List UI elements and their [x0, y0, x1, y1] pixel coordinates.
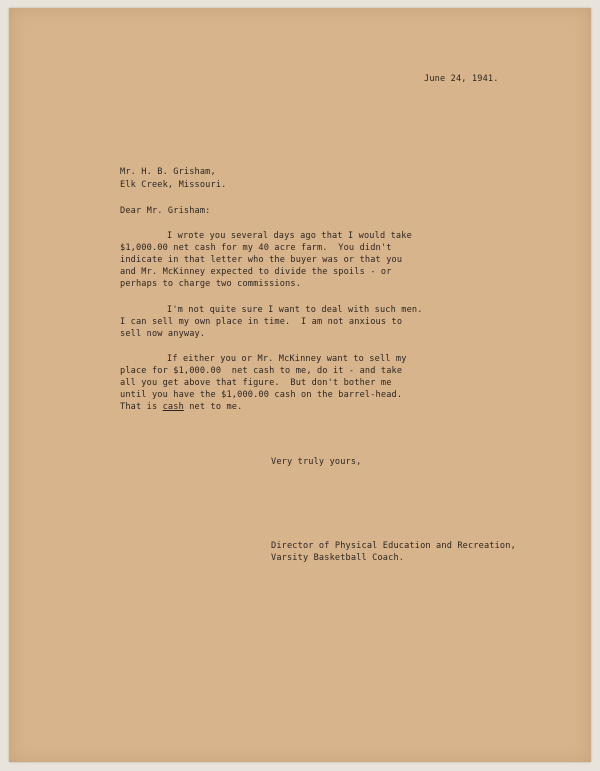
body-line: perhaps to charge two commissions.: [120, 279, 302, 289]
body-line: I can sell my own place in time. I am not anxious to: [120, 317, 403, 327]
body-line: until you have the $1,000.00 cash on the barrel-head.: [120, 390, 403, 400]
body-line: all you get above that figure. But don't bother me: [120, 378, 392, 388]
body-line: I'm not quite sure I want to deal with such men.: [167, 305, 423, 315]
body-line: sell now anyway.: [120, 329, 206, 339]
body-line: and Mr. McKinney expected to divide the spoils - or: [120, 267, 392, 277]
body-line: place for $1,000.00 net cash to me, do it - and take: [120, 366, 403, 376]
body-line: indicate in that letter who the buyer was or that you: [120, 255, 403, 265]
body-line: If either you or Mr. McKinney want to sell my: [167, 354, 407, 364]
closing: Very truly yours,: [271, 457, 362, 467]
letter-page: [9, 8, 591, 762]
salutation: Dear Mr. Grisham:: [120, 206, 211, 216]
body-line: I wrote you several days ago that I would take: [167, 231, 412, 241]
signature-subtitle: Varsity Basketball Coach.: [271, 553, 405, 563]
letter-date: June 24, 1941.: [424, 74, 499, 84]
recipient-location: Elk Creek, Missouri.: [120, 180, 227, 190]
signature-title: Director of Physical Education and Recreation,: [271, 541, 516, 551]
underlined-word: cash: [162, 402, 184, 412]
recipient-name: Mr. H. B. Grisham,: [120, 167, 216, 177]
body-text: net to me.: [183, 402, 243, 412]
body-line-last: [120, 402, 242, 412]
body-line: $1,000.00 net cash for my 40 acre farm. You didn't: [120, 243, 392, 253]
body-text: That is: [120, 402, 163, 412]
